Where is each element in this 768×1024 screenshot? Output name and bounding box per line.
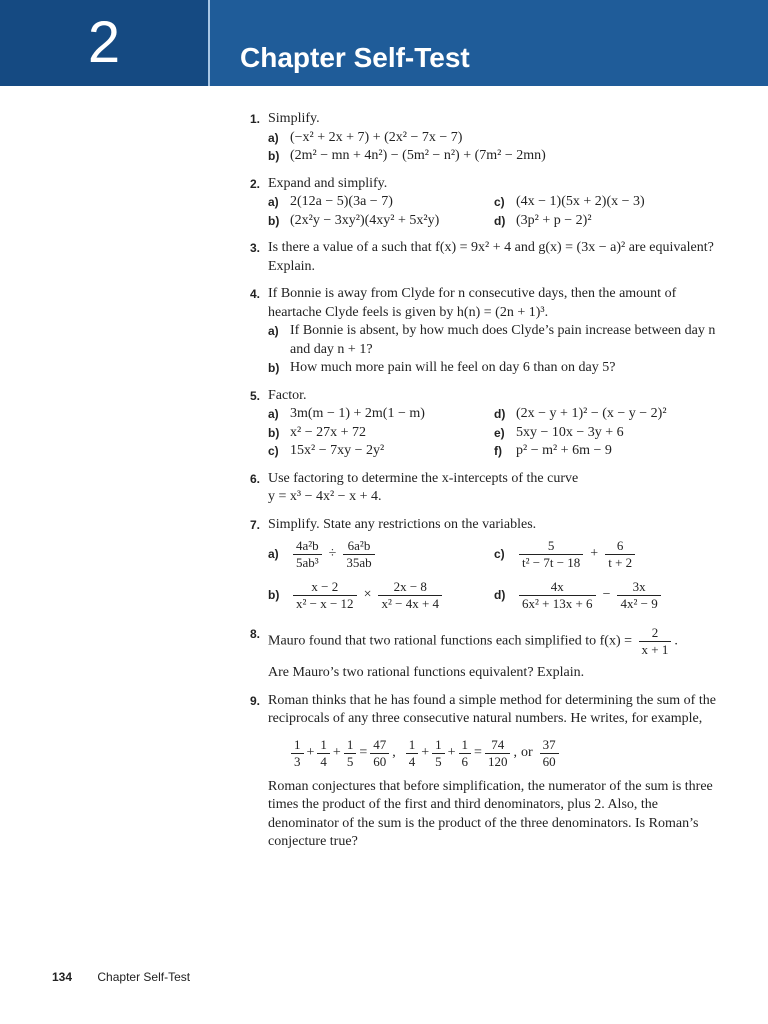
question-number: 8. — [250, 627, 261, 641]
page-footer — [52, 970, 190, 984]
chapter-header — [0, 0, 768, 86]
part-a: a) 3m(m − 1) + 2m(1 − m) — [268, 406, 425, 421]
part-f: f) p² − m² + 6m − 9 — [494, 443, 612, 458]
question-text: Roman thinks that he has found a simple method for determining the sum of the reciprocals of any three consecutive natural numbers. He writes, for example, — [268, 692, 716, 726]
part-d: d) (3p² + p − 2)² — [494, 212, 592, 228]
footer-label: Chapter Self-Test — [97, 970, 191, 984]
question-text: Mauro found that two rational functions each simplified to f(x) = $\frac{2}{x + 1}$ . — [268, 625, 678, 657]
part-b: b) x² − 27x + 72 — [268, 424, 366, 440]
part-b: b) $\frac{x - 2}{\text{x² − x − 12}}$ × $\frac{2x - 8}{\text{x² − 4x + 4}}$ — [268, 579, 494, 612]
question-number: 5. — [250, 388, 261, 403]
part-c: c) 15x² − 7xy − 2y² — [268, 443, 385, 458]
question-9 — [250, 692, 720, 852]
question-number: 4. — [250, 287, 261, 301]
question-text: Simplify. State any restrictions on the variables. — [268, 516, 537, 532]
question-text: Is there a value of a such that f(x) = 9x² + 4 and g(x) = (3x − a)² are equivalent? Explain. — [268, 240, 714, 274]
question-text: Use factoring to determine the x-intercepts of the curve — [268, 470, 579, 486]
part-a: a) $\frac{\text{4a²b}}{\text{5ab³}}$ ÷ $\frac{\text{6a²b}}{35ab}$ — [268, 538, 494, 571]
page-number: 134 — [52, 970, 73, 984]
part-a: a) If Bonnie is absent, by how much does Clyde’s pain increase between day n and day n + 1? — [268, 323, 716, 357]
question-number: 2. — [250, 176, 261, 191]
part-e: e) 5xy − 10x − 3y + 6 — [494, 424, 624, 440]
part-c: c) (4x − 1)(5x + 2)(x − 3) — [494, 194, 645, 209]
question-number: 9. — [250, 693, 261, 708]
question-number: 1. — [250, 112, 261, 126]
question-4 — [250, 285, 720, 378]
chapter-title: Chapter Self-Test — [240, 42, 470, 73]
part-d: d) (2x − y + 1)² − (x − y − 2)² — [494, 406, 667, 421]
question-followup: Are Mauro’s two rational functions equivalent? Explain. — [268, 665, 585, 680]
question-text: Factor. — [268, 387, 307, 403]
part-b: b) (2x²y − 3xy²)(4xy² + 5x²y) — [268, 212, 440, 228]
example-sums: $\frac{1}{3}$ + $\frac{1}{4}$ + $\frac{1}{5}$ = $\frac{47}{60}$ , $\frac{1}{4}$ + $\frac{1}{5}$ + $\frac{1}{6}$ = $\frac{74}{120}$ , or $\frac{37}{60}$ — [288, 737, 720, 770]
question-5 — [250, 387, 720, 461]
question-text: Simplify. — [268, 111, 320, 126]
question-7 — [250, 516, 720, 617]
question-number: 7. — [250, 517, 261, 532]
header-divider — [208, 0, 210, 86]
part-b: b) How much more pain will he feel on day 6 than on day 5? — [268, 360, 616, 375]
part-b: b) (2m² − mn + 4n²) − (5m² − n²) + (7m² − 2mn) — [268, 148, 546, 163]
question-3 — [250, 239, 720, 276]
question-1 — [250, 110, 720, 166]
question-followup: Roman conjectures that before simplification, the numerator of the sum is three times the product of the first and third denominators, plus 2. Also, the denominator of the sum is the product of the three denominators. Is Roman’s conjecture true? — [268, 778, 713, 849]
question-number: 3. — [250, 241, 261, 255]
question-8 — [250, 625, 720, 683]
question-2 — [250, 175, 720, 231]
part-a: a) 2(12a − 5)(3a − 7) — [268, 194, 393, 209]
curve-equation: y = x³ − 4x² − x + 4. — [268, 489, 382, 504]
chapter-number: 2 — [0, 0, 208, 86]
part-a: a) (−x² + 2x + 7) + (2x² − 7x − 7) — [268, 129, 463, 145]
question-text: If Bonnie is away from Clyde for n consecutive days, then the amount of heartache Clyde feels is given by h(n) = (2n + 1)³. — [268, 286, 677, 320]
question-number: 6. — [250, 471, 261, 486]
question-6 — [250, 470, 720, 507]
part-c: c) $\frac{5}{\text{t² − 7t − 18}}$ + $\frac{6}{t + 2}$ — [494, 538, 720, 571]
question-text: Expand and simplify. — [268, 175, 388, 191]
part-d: d) $\frac{4x}{\text{6x² + 13x + 6}}$ − $\frac{3x}{\text{4x² − 9}}$ — [494, 579, 720, 612]
question-list — [250, 110, 720, 861]
